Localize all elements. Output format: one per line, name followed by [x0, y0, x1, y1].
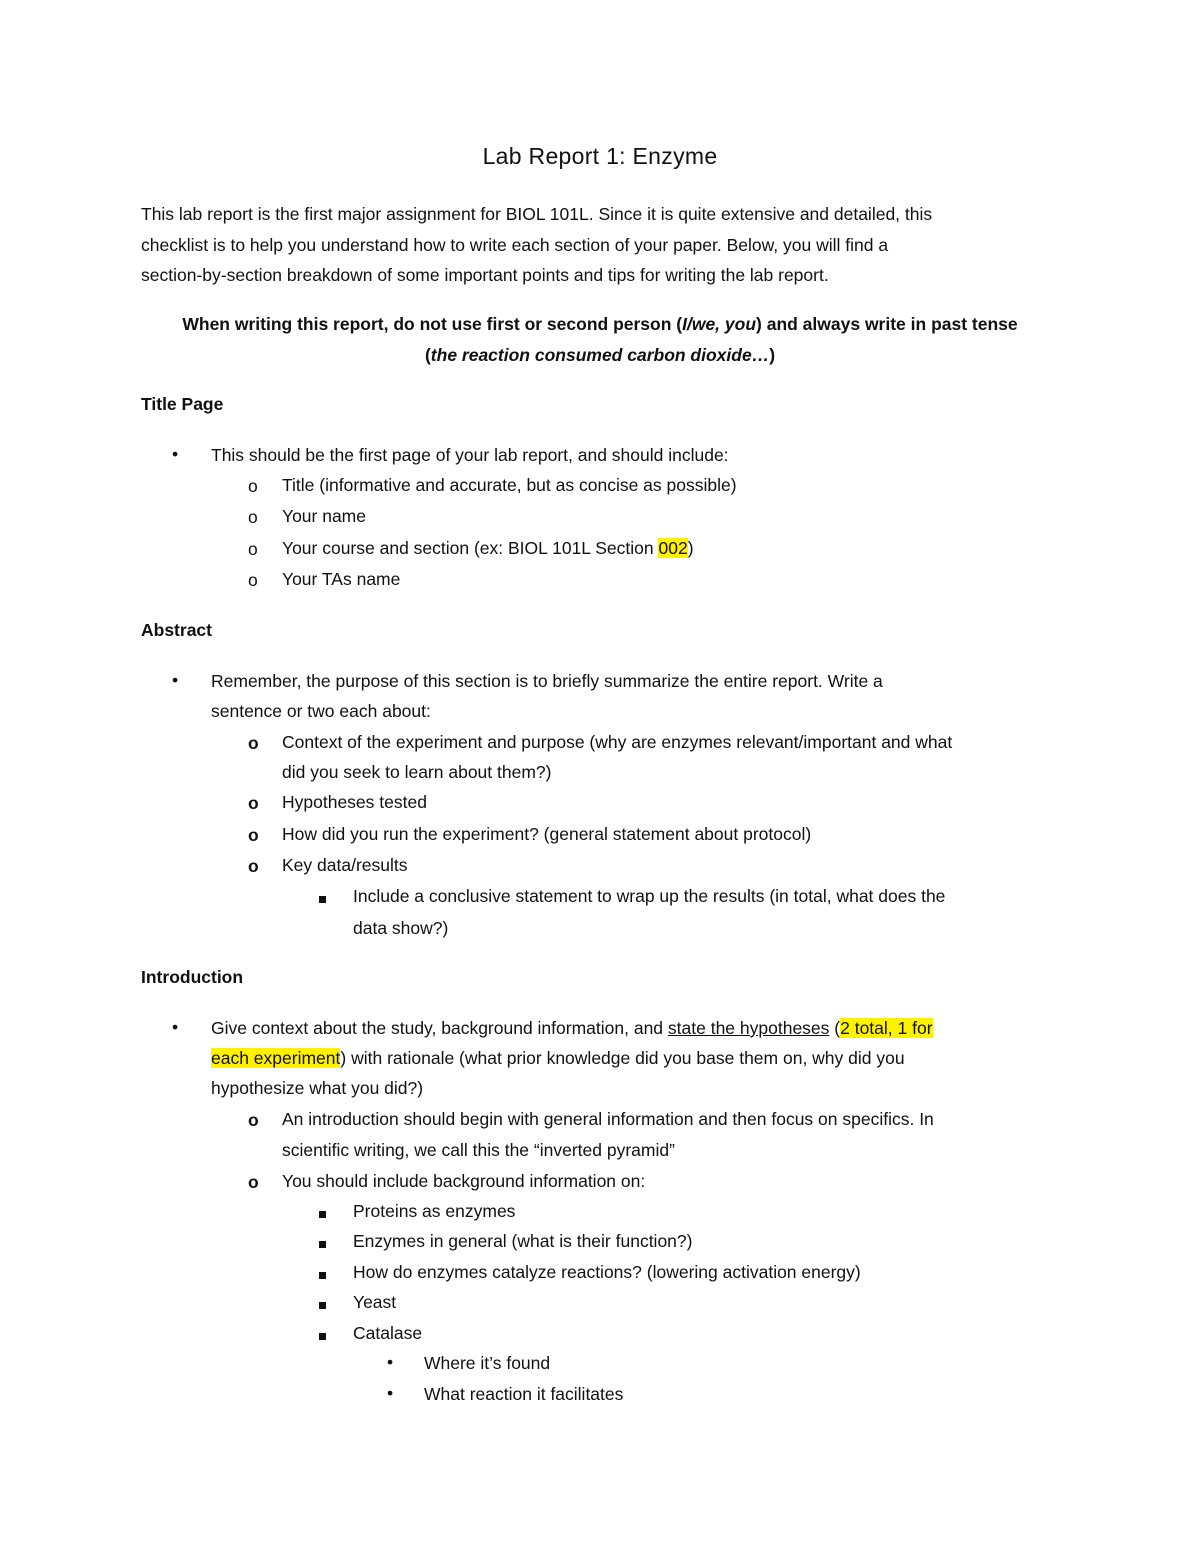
list-item: Hypotheses tested — [282, 792, 427, 812]
list-item: Yeast — [353, 1292, 397, 1312]
list-item: Enzymes in general (what is their function?) — [353, 1231, 693, 1251]
circle-bullet-icon: o — [248, 570, 258, 590]
list-item: Remember, the purpose of this section is to briefly summarize the entire report. Write a — [211, 671, 883, 691]
intro-paragraph — [141, 199, 1061, 291]
square-bullet-icon — [319, 1291, 326, 1315]
list-item-continued: sentence or two each about: — [211, 701, 431, 721]
list-item: Key data/results — [282, 855, 408, 875]
highlight: 002 — [658, 538, 688, 558]
circle-bullet-icon: o — [248, 476, 258, 496]
section-heading-title-page: Title Page — [141, 394, 224, 414]
bullet-icon: • — [387, 1352, 394, 1372]
list-item-continued: data show?) — [353, 918, 449, 938]
list-item: Your TAs name — [282, 569, 401, 589]
list-item: This should be the first page of your lab report, and should include: — [211, 445, 729, 465]
circle-bullet-icon: o — [248, 507, 258, 527]
list-item: Where it’s found — [424, 1353, 551, 1373]
list-item: Your course and section (ex: BIOL 101L Section 002) — [282, 538, 694, 558]
list-item: Include a conclusive statement to wrap up the results (in total, what does the — [353, 886, 946, 906]
intro-line: This lab report is the first major assignment for BIOL 101L. Since it is quite extensive and detailed, this — [141, 204, 933, 224]
list-item-continued: each experiment) with rationale (what prior knowledge did you base them on, why did you — [211, 1048, 905, 1068]
section-heading-introduction: Introduction — [141, 967, 244, 987]
section-heading-abstract: Abstract — [141, 620, 212, 640]
circle-bullet-icon: o — [248, 733, 259, 753]
list-item: Context of the experiment and purpose (why are enzymes relevant/important and what — [282, 732, 953, 752]
highlight: 2 total, 1 for — [840, 1018, 933, 1038]
bullet-icon: • — [172, 670, 179, 690]
writing-notice — [100, 309, 1100, 371]
list-item: What reaction it facilitates — [424, 1384, 624, 1404]
square-bullet-icon — [319, 1322, 326, 1346]
square-bullet-icon — [319, 1261, 326, 1285]
intro-line: checklist is to help you understand how to write each section of your paper. Below, you will find a — [141, 234, 889, 255]
list-item-continued: scientific writing, we call this the “inverted pyramid” — [282, 1140, 675, 1160]
intro-line: section-by-section breakdown of some important points and tips for writing the lab report. — [141, 265, 829, 285]
list-item: You should include background information on: — [282, 1171, 646, 1191]
circle-bullet-icon: o — [248, 539, 258, 559]
list-item: Title (informative and accurate, but as concise as possible) — [282, 475, 737, 495]
highlight: each experiment — [211, 1048, 341, 1068]
list-item: Your name — [282, 506, 366, 526]
circle-bullet-icon: o — [248, 825, 259, 845]
document-title: Lab Report 1: Enzyme — [482, 143, 718, 169]
bullet-icon: • — [387, 1383, 394, 1403]
list-item: Give context about the study, background information, and state the hypotheses (2 total, 1 for — [211, 1018, 933, 1038]
list-item: How do enzymes catalyze reactions? (lowering activation energy) — [353, 1262, 861, 1282]
square-bullet-icon — [319, 885, 326, 909]
underlined-text: state the hypotheses — [667, 1018, 830, 1038]
bullet-icon: • — [172, 1017, 179, 1037]
list-item: Proteins as enzymes — [353, 1201, 516, 1221]
bullet-icon: • — [172, 444, 179, 464]
list-item-continued: hypothesize what you did?) — [211, 1078, 424, 1098]
circle-bullet-icon: o — [248, 793, 259, 813]
square-bullet-icon — [319, 1200, 326, 1224]
notice-line-2: (the reaction consumed carbon dioxide…) — [424, 345, 776, 365]
notice-line-1: When writing this report, do not use first or second person (I/we, you) and always write in past tense — [182, 314, 1018, 334]
list-item: An introduction should begin with general information and then focus on specifics. In — [282, 1109, 934, 1129]
square-bullet-icon — [319, 1230, 326, 1254]
circle-bullet-icon: o — [248, 856, 259, 876]
list-item: Catalase — [353, 1323, 423, 1343]
list-item: How did you run the experiment? (general statement about protocol) — [282, 824, 812, 844]
circle-bullet-icon: o — [248, 1110, 259, 1130]
list-item-continued: did you seek to learn about them?) — [282, 762, 552, 782]
circle-bullet-icon: o — [248, 1172, 259, 1192]
